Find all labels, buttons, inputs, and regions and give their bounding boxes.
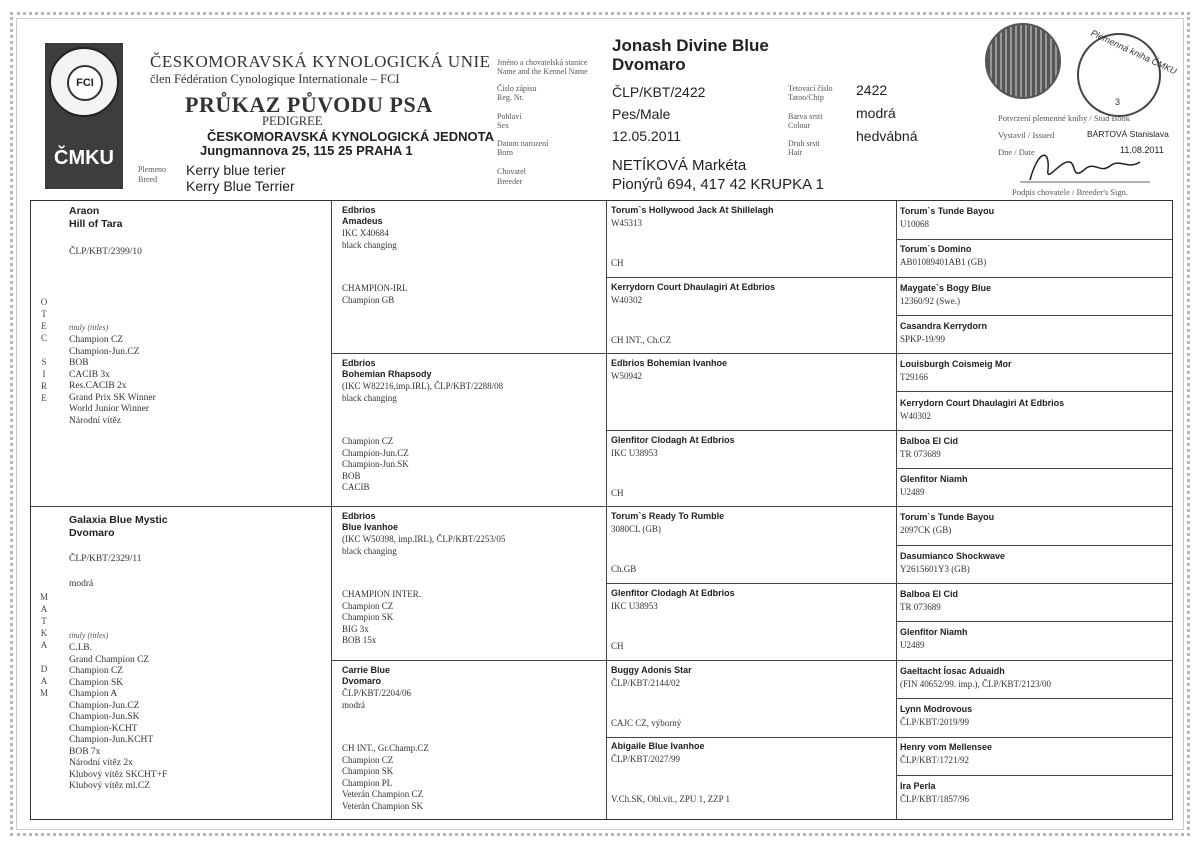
dam-side-letter: A [40, 604, 48, 614]
sire-side-letter: S [41, 357, 47, 367]
sire-title-line: Champion-Jun.CZ [69, 346, 140, 357]
dam-side-letter: M [39, 592, 48, 602]
dam-titles-label: tituly (titles) [69, 631, 109, 640]
g2-info-line: modrá [342, 700, 365, 710]
doc-title: PRŮKAZ PŮVODU PSA [185, 92, 433, 117]
g3-reg: W40302 [611, 294, 642, 305]
g2-title-line: BOB 15x [342, 635, 377, 645]
sire-side-letter [37, 344, 51, 356]
g4-name: Ira Perla [900, 780, 936, 791]
tattoo-label-cz: Tetovací číslo [788, 84, 833, 93]
g2-title-line: Champion-Jun.SK [342, 459, 409, 469]
col-divider-3 [896, 201, 897, 819]
g2-info-line: black changing [342, 393, 397, 403]
sire-reg: ČLP/KBT/2399/10 [69, 247, 142, 257]
g2-title-line: CH INT., Gr.Champ.CZ [342, 743, 429, 753]
dam-side-label [37, 591, 51, 699]
dog-colour: modrá [856, 105, 896, 121]
g4-name: Balboa El Cid [900, 435, 959, 446]
breeder-name: NETÍKOVÁ Markéta [612, 157, 747, 174]
dam-title-line: Grand Champion CZ [69, 654, 150, 665]
g4-name: Dasumianco Shockwave [900, 550, 1006, 561]
row-divider-g4-8 [896, 775, 1172, 776]
g2-title-line: BIG 3x [342, 623, 369, 634]
sire-side-letter: O [40, 297, 48, 307]
col-divider-2 [606, 201, 607, 819]
dog-name-line2: Dvomaro [612, 55, 686, 74]
dam-title-line: Champion-Jun.CZ [69, 700, 140, 711]
stamp-number: 3 [1115, 97, 1121, 107]
dam-side-letter: T [41, 616, 47, 626]
g3-titles: CAJC CZ, výborný [611, 717, 682, 728]
g4-reg: T29166 [900, 372, 928, 383]
sire-side-letter: T [41, 309, 47, 319]
issued-by: BÁRTOVÁ Stanislava [1087, 129, 1169, 139]
sire-title-line: Národní vítěz [69, 415, 121, 426]
sire-name-2: Hill of Tara [69, 218, 123, 230]
dam-title-line: Champion-Jun.KCHT [69, 735, 154, 745]
row-divider-g2-2 [331, 660, 1172, 661]
g2-title-line: Veterán Champion CZ [342, 789, 423, 799]
sire-side-letter: C [40, 333, 47, 343]
tattoo-number: 2422 [856, 82, 888, 98]
dog-born: 12.05.2011 [612, 128, 682, 144]
issue-date: 11.08.2011 [1120, 145, 1164, 155]
colour-label-en: Colour [788, 121, 811, 130]
issued-label: Vystavil / Issued [998, 130, 1055, 140]
hair-label-cz: Druh srsti [788, 139, 820, 148]
row-divider-g3-2 [606, 430, 1172, 431]
col-divider-1 [331, 201, 332, 819]
dam-side-letter: A [40, 676, 48, 686]
dog-name-line1: Jonash Divine Blue [612, 36, 769, 55]
g2-info-line: (IKC W50398, imp.IRL), ČLP/KBT/2253/05 [342, 534, 506, 544]
issuer: ČESKOMORAVSKÁ KYNOLOGICKÁ JEDNOTA [207, 129, 494, 144]
dam-title-line: Champion SK [69, 677, 124, 688]
dog-sex: Pes/Male [612, 106, 671, 122]
pedigree-table [30, 200, 1173, 820]
dam-colour: modrá [69, 579, 94, 589]
dam-side-letter: M [39, 688, 48, 698]
born-label-cz: Datum narození [497, 139, 549, 148]
sire-title-line: Champion CZ [69, 335, 124, 345]
g4-reg: ČLP/KBT/1857/96 [900, 793, 970, 804]
sire-title-line: BOB [69, 358, 89, 368]
g3-reg: ČLP/KBT/2027/99 [611, 754, 681, 765]
g3-reg: IKC U38953 [611, 447, 658, 458]
row-divider-g4-5 [896, 545, 1172, 546]
g3-titles: CH INT., Ch.CZ [611, 334, 672, 345]
cmku-logo-text: ČMKU [54, 147, 114, 169]
fci-logo-text: FCI [67, 65, 103, 101]
g4-name: Lynn Modrovous [900, 703, 973, 714]
dam-side-letter [37, 651, 51, 663]
g4-name: Maygate`s Bogy Blue [900, 282, 992, 293]
g2-title-line: CACIB [342, 482, 370, 492]
dam-name-2: Dvomaro [69, 527, 115, 539]
g2-name-2: Dvomaro [342, 676, 382, 686]
g4-name: Torum`s Tunde Bayou [900, 206, 995, 216]
sire-side-letter: E [41, 321, 47, 331]
g4-name: Torum`s Tunde Bayou [900, 512, 995, 523]
reg-label-en: Reg. Nr. [497, 93, 524, 102]
row-divider-g4-7 [896, 698, 1172, 699]
dam-name-1: Galaxia Blue Mystic [69, 514, 168, 526]
dam-side-letter: D [40, 664, 48, 674]
sire-side-letter: E [41, 393, 47, 403]
g2-title-line: Champion SK [342, 612, 394, 622]
breeder-address: Pionýrů 694, 417 42 KRUPKA 1 [612, 176, 824, 193]
sire-titles [69, 335, 156, 427]
g4-reg: Y2615601Y3 (GB) [900, 563, 970, 574]
g3-name: Kerrydorn Court Dhaulagiri At Edbrios [611, 281, 776, 292]
row-divider-g4-1 [896, 239, 1172, 240]
sex-label-cz: Pohlaví [497, 112, 522, 121]
g2-title-line: Champion CZ [342, 754, 394, 765]
name-label-cz: Jméno a chovatelská stanice [497, 58, 588, 67]
sire-title-line: CACIB 3x [69, 369, 110, 380]
g2-name-2: Bohemian Rhapsody [342, 369, 432, 379]
dam-reg: ČLP/KBT/2329/11 [69, 554, 142, 564]
dam-title-line: Národní vítěz 2x [69, 758, 133, 768]
sire-titles-label: tituly (titles) [69, 323, 109, 332]
sire-side-label [37, 296, 51, 404]
g4-reg: 12360/92 (Swe.) [900, 295, 960, 306]
dam-title-line: Champion-KCHT [69, 723, 138, 734]
g2-name-2: Amadeus [342, 216, 383, 226]
studbook-confirm-label: Potvrzení plemenné knihy / Stud Book [998, 113, 1130, 123]
breeder-label-cz: Chovatel [497, 167, 526, 176]
dam-title-line: Champion A [69, 689, 118, 699]
g4-reg: AB01089401AB1 (GB) [900, 257, 987, 268]
doc-title-en: PEDIGREE [262, 114, 323, 128]
org-member: člen Fédération Cynologique Internationale – FCI [150, 72, 400, 86]
g3-titles: CH [611, 487, 624, 498]
dam-title-line: Klubový vítěz ml.CZ [69, 781, 151, 791]
g4-name: Kerrydorn Court Dhaulagiri At Edbrios [900, 397, 1065, 408]
stamp-seal-icon [985, 23, 1061, 99]
g4-reg: U2489 [900, 487, 925, 498]
g3-name: Torum`s Hollywood Jack At Shillelagh [611, 205, 774, 215]
g2-title-line: BOB [342, 470, 361, 481]
hair-label-en: Hair [788, 148, 803, 157]
g3-name: Abigaile Blue Ivanhoe [611, 741, 705, 752]
g2-title-line: Champion-Jun.CZ [342, 447, 409, 458]
g2-info-line: black changing [342, 240, 397, 250]
g4-reg: U10068 [900, 219, 929, 229]
sire-title-line: World Junior Winner [69, 404, 149, 414]
reg-number: ČLP/KBT/2422 [612, 84, 706, 100]
g4-name: Casandra Kerrydorn [900, 320, 988, 331]
g3-reg: W45313 [611, 218, 642, 228]
org-main: ČESKOMORAVSKÁ KYNOLOGICKÁ UNIE [150, 52, 491, 71]
sire-name-1: Araon [69, 205, 100, 217]
breed-cz: Kerry blue terier [186, 162, 286, 178]
g4-reg: W40302 [900, 410, 931, 421]
g4-reg: TR 073689 [900, 602, 941, 612]
row-divider-g2-1 [331, 353, 1172, 354]
g2-info-line: ČLP/KBT/2204/06 [342, 688, 412, 698]
issuer-address: Jungmannova 25, 115 25 PRAHA 1 [200, 143, 413, 158]
colour-label-cz: Barva srsti [788, 112, 823, 121]
g4-name: Torum`s Domino [900, 244, 972, 255]
sire-side-letter: I [42, 369, 46, 379]
g3-titles: CH [611, 258, 624, 268]
g2-name-1: Edbrios [342, 511, 376, 521]
row-divider-g4-2 [896, 315, 1172, 316]
g3-reg: 3080CL (GB) [611, 524, 661, 535]
dam-title-line: C.I.B. [69, 643, 92, 653]
g2-name-2: Blue Ivanhoe [342, 522, 399, 532]
g3-name: Glenfitor Clodagh At Edbrios [611, 588, 735, 598]
sire-title-line: Grand Prix SK Winner [69, 392, 156, 403]
row-divider-sire-dam [31, 506, 1172, 507]
g3-reg: W50942 [611, 371, 642, 382]
g3-name: Torum`s Ready To Rumble [611, 511, 725, 522]
g3-titles: Ch.GB [611, 564, 637, 575]
g2-title-line: CHAMPION INTER. [342, 589, 422, 599]
row-divider-g3-3 [606, 583, 1172, 584]
g4-reg: ČLP/KBT/2019/99 [900, 716, 970, 727]
g2-info-line: IKC X40684 [342, 228, 389, 238]
fci-emblem-icon [49, 47, 119, 117]
studbook-seal-icon [1077, 27, 1179, 117]
g3-reg: IKC U38953 [611, 601, 658, 611]
g4-reg: SPKP-19/99 [900, 333, 946, 344]
dam-title-line: Champion CZ [69, 666, 124, 676]
dam-title-line: Champion-Jun.SK [69, 712, 140, 722]
dam-titles [69, 643, 167, 793]
breed-en: Kerry Blue Terrier [186, 178, 295, 194]
row-divider-g4-6 [896, 621, 1172, 622]
g2-name-1: Carrie Blue [342, 665, 391, 675]
g4-name: Louisburgh Coismeig Mor [900, 359, 1012, 370]
born-label-en: Born [497, 148, 513, 157]
row-divider-g3-4 [606, 737, 1172, 738]
dog-hair: hedvábná [856, 128, 918, 144]
breed-label-cz: Plemeno [138, 165, 166, 174]
g2-title-line: Champion GB [342, 294, 395, 305]
g2-name-1: Edbrios [342, 358, 376, 368]
row-divider-g4-4 [896, 468, 1172, 469]
stamp-text: Plemenná kniha ČMKU [1089, 27, 1179, 77]
g2-title-line: Champion SK [342, 766, 394, 776]
g4-reg: ČLP/KBT/1721/92 [900, 755, 970, 766]
name-label-en: Name and the Kennel Name [497, 67, 588, 76]
dam-side-letter: A [40, 640, 48, 650]
tattoo-label-en: Tatoo/Chip [788, 93, 824, 102]
row-divider-g4-3 [896, 391, 1172, 392]
date-label: Dne / Date [998, 147, 1035, 157]
g2-info-line: (IKC W82216,imp.IRL), ČLP/KBT/2288/08 [342, 381, 504, 391]
g4-name: Glenfitor Niamh [900, 474, 968, 485]
g2-title-line: Champion PL [342, 777, 393, 788]
sex-label-en: Sex [497, 121, 509, 130]
reg-label-cz: Číslo zápisu [497, 84, 537, 93]
g4-name: Balboa El Cid [900, 589, 959, 599]
dam-title-line: BOB 7x [69, 746, 101, 757]
g2-info-line: black changing [342, 546, 397, 556]
breeder-label-en: Breeder [497, 177, 523, 186]
g2-title-line: CHAMPION-IRL [342, 283, 408, 293]
g2-name-1: Edbrios [342, 205, 376, 215]
g3-titles: CH [611, 641, 624, 651]
sire-title-line: Res.CACIB 2x [69, 381, 127, 391]
g4-reg: TR 073689 [900, 448, 941, 459]
sire-side-letter: R [40, 381, 47, 391]
g4-reg: 2097CK (GB) [900, 525, 952, 536]
dam-title-line: Klubový vítěz SKCHT+F [69, 769, 168, 780]
g3-name: Glenfitor Clodagh At Edbrios [611, 434, 735, 445]
g3-name: Buggy Adonis Star [611, 664, 692, 675]
g4-reg: (FIN 40652/99. imp.), ČLP/KBT/2123/00 [900, 678, 1052, 689]
row-divider-g3-1 [606, 277, 1172, 278]
g3-titles: V.Ch.SK, Obl.vít., ZPU 1, ZZP 1 [611, 794, 731, 805]
dam-side-letter: K [40, 628, 48, 638]
g4-reg: U2489 [900, 640, 925, 651]
g2-title-line: Champion CZ [342, 436, 394, 446]
g3-reg: ČLP/KBT/2144/02 [611, 677, 681, 688]
g4-name: Glenfitor Niamh [900, 627, 968, 638]
g4-name: Henry vom Mellensee [900, 742, 993, 753]
cmku-fci-logo [45, 43, 123, 189]
breed-label-en: Breed [138, 175, 158, 184]
breeder-signature [1010, 140, 1160, 190]
g2-title-line: Veterán Champion SK [342, 800, 423, 811]
g3-name: Edbrios Bohemian Ivanhoe [611, 358, 728, 369]
g2-title-line: Champion CZ [342, 600, 394, 611]
studbook-stamp [985, 23, 1179, 143]
signature-label: Podpis chovatele / Breeder's Sign. [1012, 187, 1129, 197]
g4-name: Gaeltacht Íosac Aduaidh [900, 665, 1005, 676]
